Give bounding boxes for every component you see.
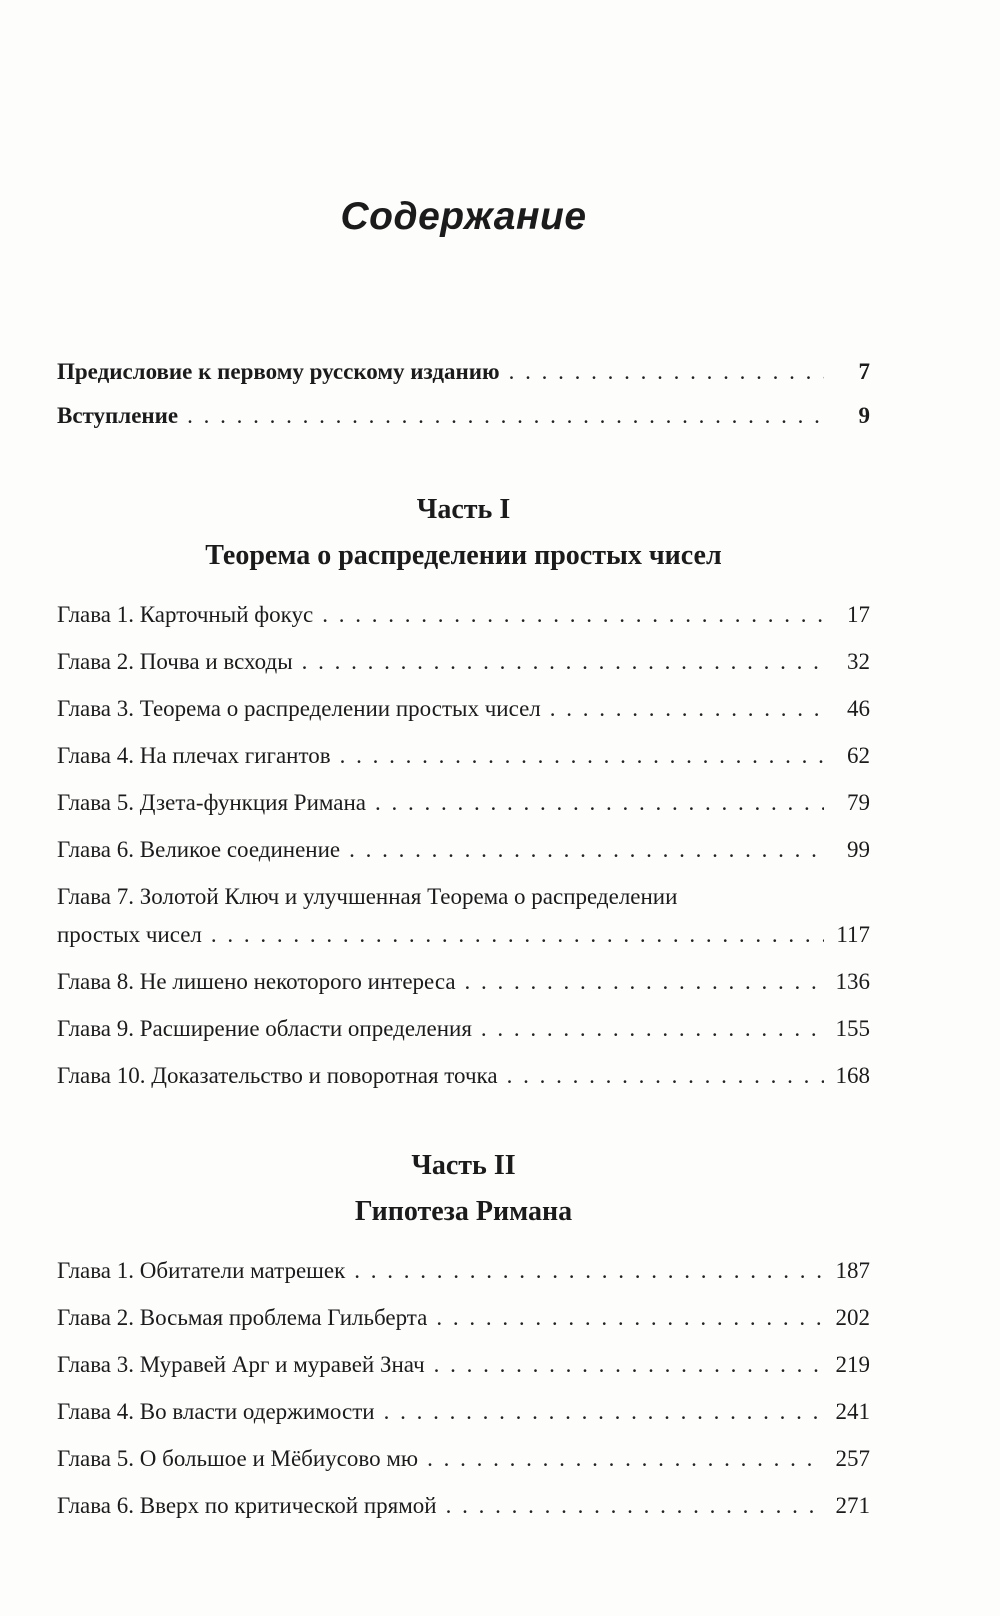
page-number: 32 [847, 649, 870, 674]
entry-label: Глава 3. Муравей Арг и муравей Знач [57, 1352, 425, 1377]
dot-leader [472, 1014, 824, 1043]
entry-label: Глава 6. Великое соединение [57, 837, 341, 862]
toc-entry [57, 647, 870, 676]
part1-subheading: Теорема о распределении простых чисел [205, 540, 722, 571]
page-number: 79 [847, 790, 870, 815]
dot-leader [498, 1061, 824, 1090]
page-title: Содержание [340, 195, 587, 238]
toc-entry [57, 1491, 870, 1520]
toc-entry [57, 401, 870, 430]
page-number: 136 [835, 969, 870, 994]
entry-label: Глава 9. Расширение области определения [57, 1016, 472, 1041]
dot-leader [178, 401, 824, 430]
entry-label: Глава 2. Восьмая проблема Гильберта [57, 1305, 428, 1330]
toc-entry [57, 788, 870, 817]
dot-leader [425, 1350, 824, 1379]
page-number: 241 [835, 1399, 870, 1424]
toc-entry [57, 1350, 870, 1379]
part2-heading: Часть II [411, 1150, 516, 1181]
dot-leader [366, 788, 824, 817]
page-number: 257 [835, 1446, 870, 1471]
entry-label: Глава 1. Карточный фокус [57, 602, 314, 627]
part2-section [57, 1148, 870, 1520]
entry-label: Глава 5. Дзета-функция Римана [57, 790, 367, 815]
page-number: 62 [847, 743, 870, 768]
dot-leader [418, 1444, 824, 1473]
entry-label: Глава 7. Золотой Ключ и улучшенная Теорема о распределении [57, 884, 678, 909]
toc-entry [57, 967, 870, 996]
entry-label: Глава 1. Обитатели матрешек [57, 1258, 346, 1283]
page-number: 17 [847, 602, 870, 627]
dot-leader [340, 835, 824, 864]
entry-label: Глава 2. Почва и всходы [57, 649, 293, 674]
page-number: 168 [835, 1063, 870, 1088]
page-number: 46 [847, 696, 870, 721]
dot-leader [313, 600, 824, 629]
entry-label: Вступление [57, 403, 179, 428]
page-number: 187 [835, 1258, 870, 1283]
part2-subheading: Гипотеза Римана [354, 1196, 573, 1227]
page-number: 202 [835, 1305, 870, 1330]
dot-leader [345, 1256, 824, 1285]
dot-leader [427, 1303, 824, 1332]
toc-entry [57, 1256, 870, 1285]
toc-entry [57, 835, 870, 864]
dot-leader [541, 694, 824, 723]
toc-entry [57, 1303, 870, 1332]
page-number: 99 [847, 837, 870, 862]
dot-leader [202, 920, 824, 949]
entry-label: Глава 5. О большое и Мёбиусово мю [57, 1446, 419, 1471]
entry-label: Глава 10. Доказательство и поворотная точка [57, 1063, 498, 1088]
entry-label: Предисловие к первому русскому изданию [57, 359, 500, 384]
page-number: 7 [858, 359, 870, 384]
dot-leader [331, 741, 824, 770]
toc-entry [57, 1397, 870, 1426]
entry-label: Глава 4. На плечах гигантов [57, 743, 331, 768]
page-number: 271 [835, 1493, 870, 1518]
toc-entry [57, 741, 870, 770]
dot-leader [293, 647, 824, 676]
toc-entry [57, 357, 870, 386]
dot-leader [500, 357, 824, 386]
part1-heading: Часть I [416, 494, 511, 525]
toc-entry [57, 694, 870, 723]
dot-leader [456, 967, 824, 996]
dot-leader [375, 1397, 824, 1426]
entry-label: Глава 8. Не лишено некоторого интереса [57, 969, 456, 994]
front-matter-section [57, 357, 870, 430]
dot-leader [437, 1491, 824, 1520]
toc-entry [57, 1444, 870, 1473]
page-number: 9 [858, 403, 870, 428]
toc-entry [57, 1061, 870, 1090]
page-number: 219 [835, 1352, 870, 1377]
entry-label: Глава 4. Во власти одержимости [57, 1399, 375, 1424]
toc-entry [57, 600, 870, 629]
page-number: 155 [835, 1016, 870, 1041]
entry-label-continuation: простых чисел [57, 922, 202, 947]
toc-entry [57, 882, 870, 949]
page-number: 117 [836, 922, 870, 947]
entry-label: Глава 3. Теорема о распределении простых чисел [57, 696, 541, 721]
toc-entry [57, 1014, 870, 1043]
entry-label: Глава 6. Вверх по критической прямой [57, 1493, 437, 1518]
part1-section [57, 492, 870, 1090]
